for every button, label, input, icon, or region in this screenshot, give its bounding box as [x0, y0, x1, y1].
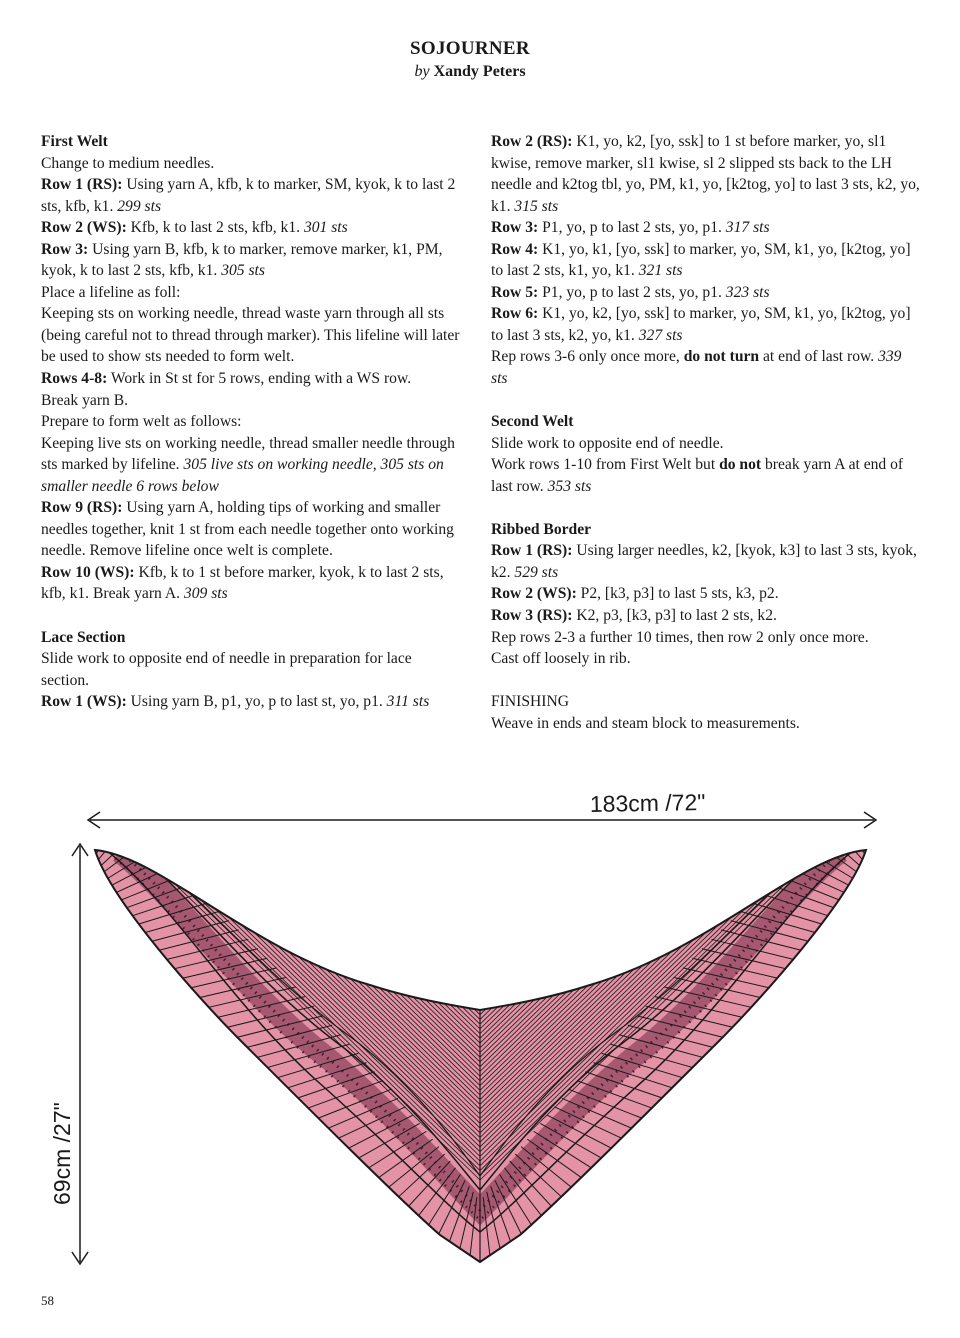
width-label: 183cm /72": [589, 788, 706, 817]
instruction-row: [491, 605, 921, 627]
row-label: Row 9 (RS):: [41, 499, 123, 517]
stitch-count: 339 sts: [491, 348, 902, 388]
paragraph-gap: [41, 605, 461, 627]
instruction-text: Cast off loosely in rib.: [491, 650, 631, 668]
stitch-count: 299 sts: [117, 197, 162, 215]
instruction-row: [491, 583, 921, 605]
instruction-text: Slide work to opposite end of needle.: [491, 434, 724, 452]
row-text: Work in St st for 5 rows, ending with a WS row.: [107, 370, 412, 388]
instruction-row: [491, 131, 921, 217]
right-column: [491, 131, 921, 734]
stitch-count: 305 sts: [221, 262, 265, 280]
instruction-text: Break yarn B.: [41, 391, 129, 409]
instruction-row: [491, 454, 921, 497]
stitch-count: 323 sts: [725, 283, 770, 301]
row-text: K2, p3, [k3, p3] to last 2 sts, k2.: [572, 607, 777, 625]
row-text: break yarn A at end of last row.: [491, 456, 904, 495]
instruction-row: [491, 540, 921, 583]
row-label: Row 2 (WS):: [41, 219, 127, 237]
row-text: Using yarn B, p1, yo, p to last st, yo, p1.: [126, 693, 387, 711]
row-emphasis: do not turn: [683, 348, 760, 366]
row-text: Using yarn A, holding tips of working and smaller needles together, knit 1 st from each needle together onto working needle. Remove lifeline once welt is complete.: [41, 499, 454, 560]
instruction-row: [491, 303, 921, 346]
paragraph-gap: [491, 670, 921, 692]
paragraph-gap: [491, 390, 921, 412]
row-label: Row 1 (WS):: [41, 693, 127, 711]
row-text: P1, yo, p to last 2 sts, yo, p1.: [538, 283, 726, 301]
stitch-count: 309 sts: [183, 585, 228, 603]
section-heading: Ribbed Border: [491, 520, 592, 538]
paragraph-gap: [491, 497, 921, 519]
row-text: Using yarn A, kfb, k to marker, SM, kyok, k to last 2 sts, kfb, k1.: [41, 176, 456, 215]
instruction-row: [491, 282, 921, 304]
row-text: Kfb, k to 1 st before marker, kyok, k to last 2 sts, kfb, k1. Break yarn A.: [41, 563, 444, 603]
instruction-text: Prepare to form welt as follows:: [41, 413, 242, 431]
section-heading: Second Welt: [491, 413, 574, 431]
row-label: Row 3:: [41, 240, 89, 258]
instruction-row: [491, 239, 921, 282]
stitch-count: 311 sts: [386, 693, 430, 711]
row-text: Using yarn B, kfb, k to marker, remove marker, k1, PM, kyok, k to last 2 sts, kfb, k1.: [41, 240, 443, 280]
instruction-row: [41, 433, 461, 498]
instruction-text: FINISHING: [491, 693, 569, 711]
instruction-text: Keeping sts on working needle, thread waste yarn through all sts (being careful not to thread through marker). This lifeline will later be used to show sts needed to form welt.: [41, 305, 460, 366]
instruction-row: [491, 346, 921, 389]
row-text: K1, yo, k1, [yo, ssk] to marker, yo, SM, k1, yo, [k2tog, yo] to last 2 sts, k1, yo, k1.: [491, 240, 911, 280]
row-label: Row 4:: [491, 240, 539, 258]
page-number: 58: [41, 1293, 54, 1308]
row-text: P2, [k3, p3] to last 5 sts, k3, p2.: [576, 585, 779, 603]
instruction-row: [491, 217, 921, 239]
stitch-count: 529 sts: [514, 563, 559, 581]
row-text: P1, yo, p to last 2 sts, yo, p1.: [538, 219, 726, 237]
row-text: K1, yo, k2, [yo, ssk] to 1 st before marker, yo, sl1 kwise, remove marker, sl1 kwise, sl 2 slipped sts back to the LH needle and k2tog tbl, yo, PM, k1, yo, [k2tog, yo] to last 3 sts, k2, yo, k1.: [491, 133, 920, 215]
instruction-text: Weave in ends and steam block to measurements.: [491, 714, 800, 732]
row-label: Row 5:: [491, 283, 539, 301]
byline: [0, 63, 940, 81]
row-text: Kfb, k to last 2 sts, kfb, k1.: [126, 219, 304, 237]
row-emphasis: do not: [719, 456, 762, 474]
instruction-text: Place a lifeline as foll:: [41, 283, 181, 301]
row-label: Row 10 (WS):: [41, 563, 135, 581]
stitch-count: 321 sts: [638, 262, 683, 280]
row-label: Row 2 (WS):: [491, 585, 577, 603]
instruction-row: [41, 497, 461, 562]
row-label: Row 3 (RS):: [491, 607, 573, 625]
left-column: [41, 131, 461, 713]
row-label: Row 1 (RS):: [41, 176, 123, 194]
instruction-text: Change to medium needles.: [41, 154, 215, 172]
stitch-count: 327 sts: [638, 326, 683, 344]
section-heading: Lace Section: [41, 628, 126, 646]
instruction-row: [41, 217, 461, 239]
stitch-count: 315 sts: [514, 197, 559, 215]
instruction-row: [41, 562, 461, 605]
shawl-shape: [60, 820, 900, 1270]
row-label: Rows 4-8:: [41, 370, 108, 388]
stitch-count: 317 sts: [725, 219, 770, 237]
row-text: at end of last row.: [759, 348, 879, 366]
instruction-text: Slide work to opposite end of needle in preparation for lace section.: [41, 650, 412, 689]
instruction-row: [41, 691, 461, 713]
row-text: Using larger needles, k2, [kyok, k3] to last 3 sts, kyok, k2.: [491, 542, 917, 581]
row-text: Rep rows 3-6 only once more,: [491, 348, 684, 366]
row-label: Row 2 (RS):: [491, 133, 573, 150]
row-label: Row 1 (RS):: [491, 542, 573, 560]
row-text: Work rows 1-10 from First Welt but: [491, 456, 720, 474]
row-text: Keeping live sts on working needle, thread smaller needle through sts marked by lifeline.: [41, 434, 455, 474]
row-label: Row 3:: [491, 219, 539, 237]
stitch-count: 301 sts: [303, 219, 348, 237]
height-label: 69cm /27": [49, 1102, 75, 1205]
section-heading: First Welt: [41, 133, 108, 150]
instruction-row: [41, 368, 461, 390]
page-title: SOJOURNER: [410, 38, 530, 59]
stitch-count: 305 live sts on working needle, 305 sts on smaller needle 6 rows below: [41, 456, 444, 495]
instruction-row: [41, 239, 461, 282]
shawl-diagram: [0, 770, 960, 1270]
stitch-count: 353 sts: [547, 477, 592, 495]
instruction-text: Rep rows 2-3 a further 10 times, then row 2 only once more.: [491, 628, 869, 646]
byline-by: by: [414, 63, 430, 80]
row-text: K1, yo, k2, [yo, ssk] to marker, yo, SM, k1, yo, [k2tog, yo] to last 3 sts, k2, yo, k1.: [491, 305, 911, 344]
row-label: Row 6:: [491, 305, 539, 323]
byline-author: Xandy Peters: [433, 63, 526, 80]
instruction-row: [41, 174, 461, 217]
